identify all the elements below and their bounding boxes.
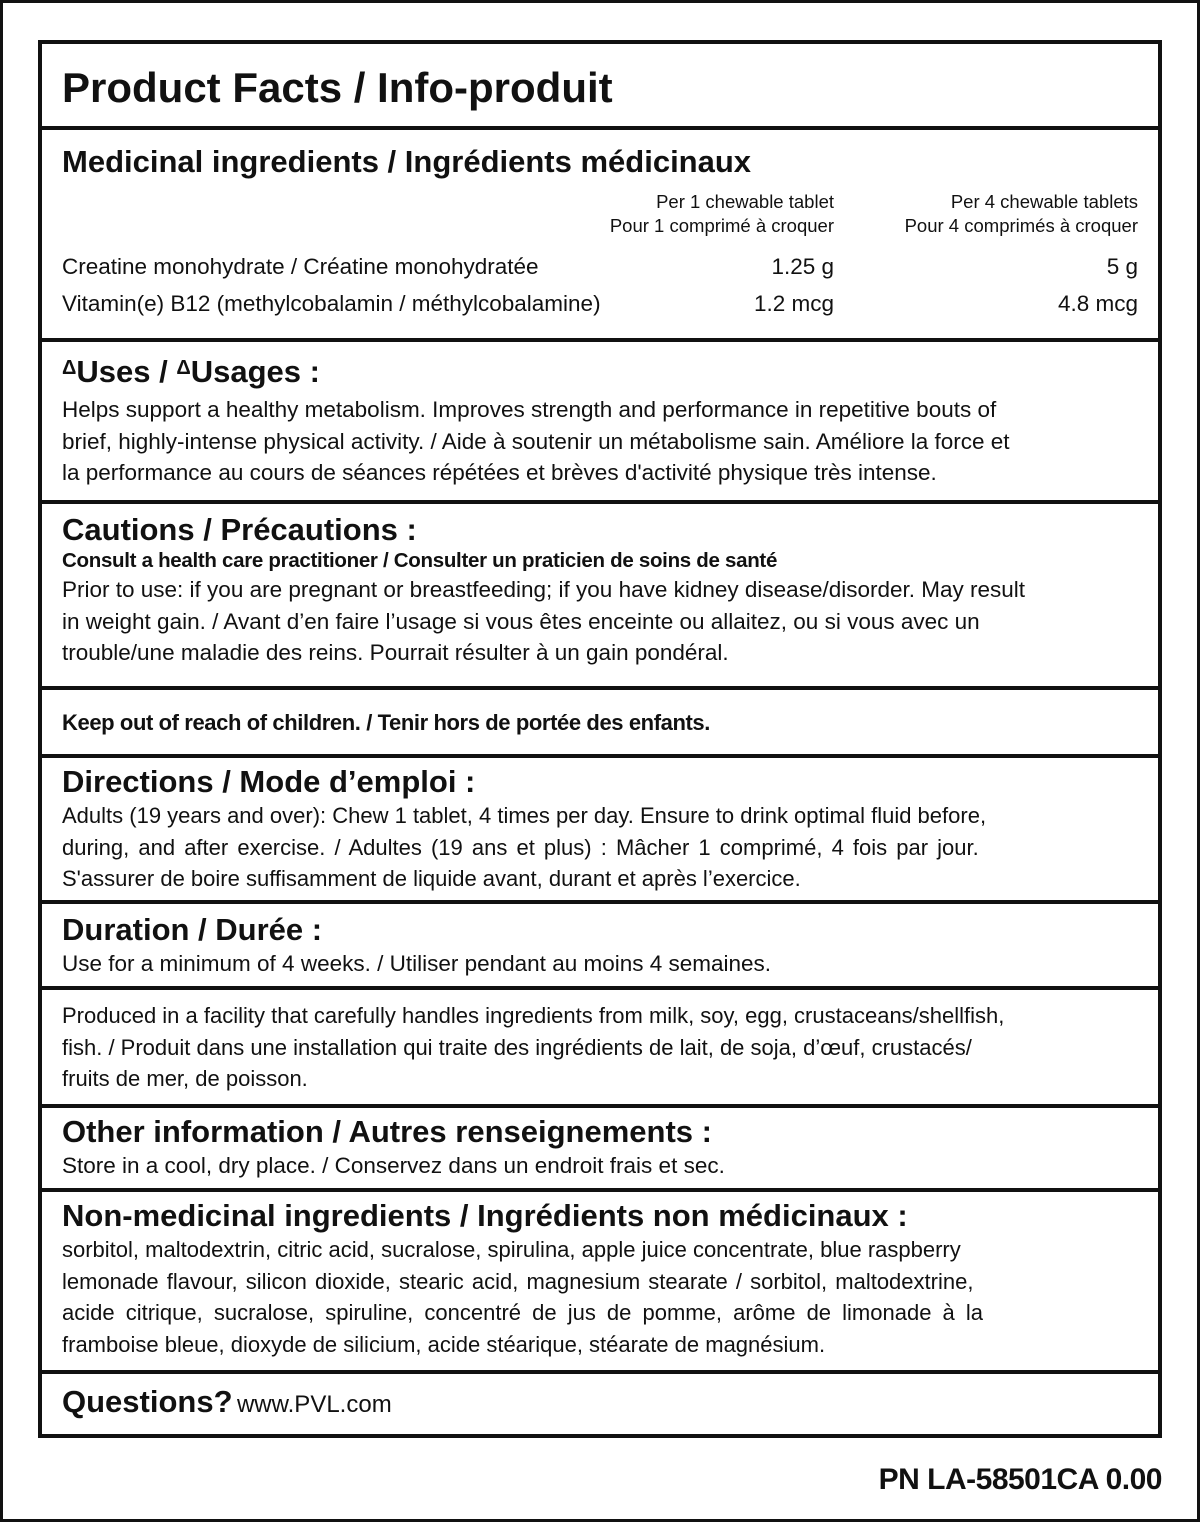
divider [42,686,1158,690]
part-number: PN LA-58501CA 0.00 [878,1463,1162,1496]
per-four-fr: Pour 4 comprimés à croquer [904,215,1138,236]
ingredient-amount-per-4: 5 g [1106,254,1138,279]
directions-text [62,800,1138,895]
duration-text: Use for a minimum of 4 weeks. / Utiliser pendant au moins 4 semaines. [62,951,772,976]
cautions-section [42,512,1158,669]
divider [42,1188,1158,1192]
ingredient-amount-per-1: 1.2 mcg [753,291,834,316]
duration-section [42,912,1158,980]
uses-heading [62,350,1138,390]
text-line: framboise bleue, dioxyde de silicium, acide stéarique, stéarate de magnésium. [62,1331,826,1357]
questions-section [42,1384,1158,1420]
ingredient-row [62,286,1138,322]
divider [42,126,1158,130]
non-medicinal-heading: Non-medicinal ingredients / Ingrédients non médicinaux : [62,1198,908,1233]
text-line: in weight gain. / Avant d’en faire l’usage si vous êtes enceinte ou allaitez, ou si vous avec un [62,608,980,634]
per-one-en: Per 1 chewable tablet [656,191,834,212]
text-line: trouble/une maladie des reins. Pourrait résulter à un gain pondéral. [62,640,729,665]
page-title: Product Facts / Info-produit [62,64,613,111]
divider [42,754,1158,758]
per-one-tablet-header [610,190,834,238]
ingredient-name: Creatine monohydrate / Créatine monohydratée [62,254,539,279]
per-four-tablets-header [905,190,1138,238]
medicinal-section [42,138,1158,338]
website-link[interactable]: www.PVL.com [236,1391,392,1418]
triangle-symbol: Δ [62,357,77,379]
triangle-symbol: Δ [176,357,191,379]
per-four-en: Per 4 chewable tablets [950,191,1138,212]
cautions-heading: Cautions / Précautions : [62,512,417,547]
ingredient-amount-per-1: 1.25 g [771,254,834,279]
divider [42,500,1158,504]
cautions-text [62,574,1138,669]
divider [42,1104,1158,1108]
keep-out-section [42,708,1158,738]
divider [42,1370,1158,1374]
text-line: sorbitol, maltodextrin, citric acid, sucralose, spirulina, apple juice concentrate, blue raspberry [62,1237,961,1262]
product-facts-panel [38,40,1162,1438]
directions-heading: Directions / Mode d’emploi : [62,764,476,799]
text-line: acide citrique, sucralose, spiruline, concentré de jus de pomme, arôme de limonade à la [62,1300,984,1325]
text-line: fruits de mer, de poisson. [62,1066,308,1091]
text-line: Adults (19 years and over): Chew 1 tablet, 4 times per day. Ensure to drink optimal fluid before, [62,803,987,828]
divider [42,338,1158,342]
non-medicinal-text [62,1234,1138,1360]
text-line: brief, highly-intense physical activity. / Aide à soutenir un métabolisme sain. Améliore la force et [62,428,1010,454]
facility-section [42,1000,1158,1095]
consult-practitioner-note: Consult a health care practitioner / Consulter un praticien de soins de santé [62,549,778,572]
text-line: fish. / Produit dans une installation qui traite des ingrédients de lait, de soja, d’œuf, crustacés/ [62,1034,972,1060]
per-one-fr: Pour 1 comprimé à croquer [609,215,834,236]
keep-out-of-reach-warning: Keep out of reach of children. / Tenir hors de portée des enfants. [62,710,710,735]
ingredient-name: Vitamin(e) B12 (methylcobalamin / méthylcobalamine) [62,291,601,316]
divider [42,900,1158,904]
uses-section [42,350,1158,489]
divider [42,986,1158,990]
medicinal-heading: Medicinal ingredients / Ingrédients médicinaux [62,144,752,179]
text-line: Prior to use: if you are pregnant or breastfeeding; if you have kidney disease/disorder. May result [62,577,1026,602]
questions-label: Questions? [62,1384,233,1419]
other-info-section [42,1114,1158,1182]
non-medicinal-section [42,1198,1158,1360]
other-info-heading: Other information / Autres renseignements : [62,1114,712,1149]
title-section [42,64,1158,112]
uses-heading-fr: Usages : [190,354,320,389]
duration-heading: Duration / Durée : [62,912,323,947]
facility-text [62,1000,1138,1095]
uses-heading-en: Uses / [76,354,177,389]
text-line: S'assurer de boire suffisamment de liquide avant, durant et après l’exercice. [62,866,801,891]
text-line: Helps support a healthy metabolism. Improves strength and performance in repetitive bouts of [62,397,997,422]
text-line: la performance au cours de séances répétées et brèves d'activité physique très intense. [62,460,937,485]
ingredient-row [62,249,1138,285]
text-line: Produced in a facility that carefully handles ingredients from milk, soy, egg, crustaceans/shellfish, [62,1003,1005,1028]
text-line: lemonade flavour, silicon dioxide, stearic acid, magnesium stearate / sorbitol, maltodextrine, [62,1268,974,1294]
ingredient-amount-per-4: 4.8 mcg [1057,291,1138,316]
other-info-text: Store in a cool, dry place. / Conservez dans un endroit frais et sec. [62,1153,725,1178]
text-line: during, and after exercise. / Adultes (19 ans et plus) : Mâcher 1 comprimé, 4 fois par jour. [62,834,979,860]
directions-section [42,764,1158,895]
uses-text [62,394,1138,489]
